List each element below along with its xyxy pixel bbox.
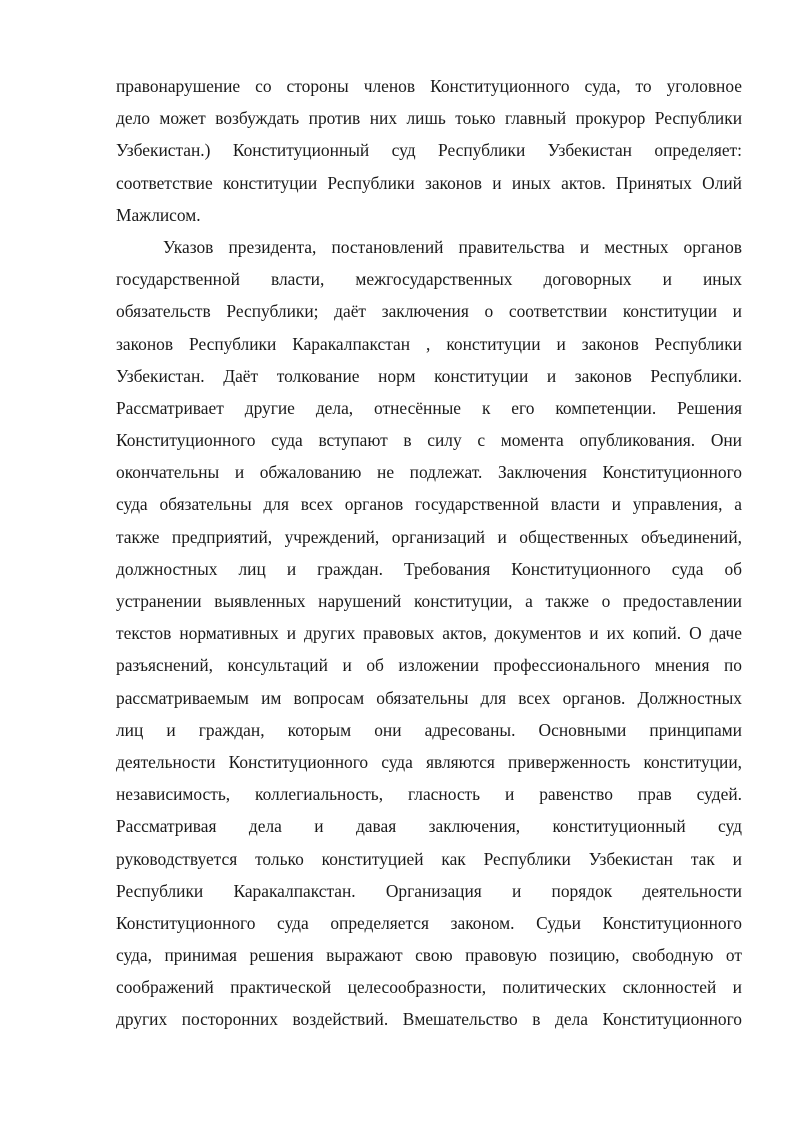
text-line: Рассматривает другие дела, отнесённые к его компетенции. Решения [116,397,742,418]
text-line: также предприятий, учреждений, организаций и общественных объединений, [116,526,742,547]
text-line-paragraph-start: Указов президента, постановлений правительства и местных органов [163,236,742,257]
text-line: Конституционного суда определяется законом. Судьи Конституционного [116,912,742,933]
text-line: суда обязательны для всех органов государственной власти и управления, а [116,494,742,515]
text-line: дело может возбуждать против них лишь тоько главный прокурор Республики [116,108,742,129]
text-line: рассматриваемым им вопросам обязательны для всех органов. Должностных [116,687,742,708]
body-text [116,70,742,1036]
text-line: Узбекистан. Даёт толкование норм конституции и законов Республики. [116,365,742,386]
text-line: правонарушение со стороны членов Конституционного суда, то уголовное [116,76,742,96]
text-line: Узбекистан.) Конституционный суд Республики Узбекистан определяет: [116,140,742,161]
text-line: деятельности Конституционного суда являются приверженность конституции, [116,751,742,772]
text-line: Республики Каракалпакстан. Организация и порядок деятельности [116,880,742,901]
text-line: устранении выявленных нарушений конституции, а также о предоставлении [116,591,742,611]
text-line: лиц и граждан, которым они адресованы. Основными принципами [116,719,742,740]
text-line: суда, принимая решения выражают свою правовую позицию, свободную от [116,945,742,966]
text-line: Конституционного суда вступают в силу с момента опубликования. Они [116,430,742,451]
text-line: соответствие конституции Республики законов и иных актов. Принятых Олий [116,172,742,193]
text-line: Рассматривая дела и давая заключения, конституционный суд [116,816,742,837]
text-line: разъяснений, консультаций и об изложении профессионального мнения по [116,655,742,676]
text-line: текстов нормативных и других правовых актов, документов и их копий. О даче [116,623,742,644]
text-line: окончательны и обжалованию не подлежат. Заключения Конституционного [116,462,742,483]
text-line: независимость, коллегиальность, гласность и равенство прав судей. [116,784,742,805]
text-line: руководствуется только конституцией как Республики Узбекистан так и [116,848,742,869]
text-line: соображений практической целесообразности, политических склонностей и [116,977,742,998]
text-line: обязательств Республики; даёт заключения о соответствии конституции и [116,301,742,322]
text-line: должностных лиц и граждан. Требования Конституционного суда об [116,558,742,579]
text-line: других посторонних воздействий. Вмешательство в дела Конституционного [116,1009,742,1030]
text-line: Мажлисом. [116,204,201,225]
text-line: государственной власти, межгосударственных договорных и иных [116,269,742,290]
text-line: законов Республики Каракалпакстан , конституции и законов Республики [116,333,742,354]
